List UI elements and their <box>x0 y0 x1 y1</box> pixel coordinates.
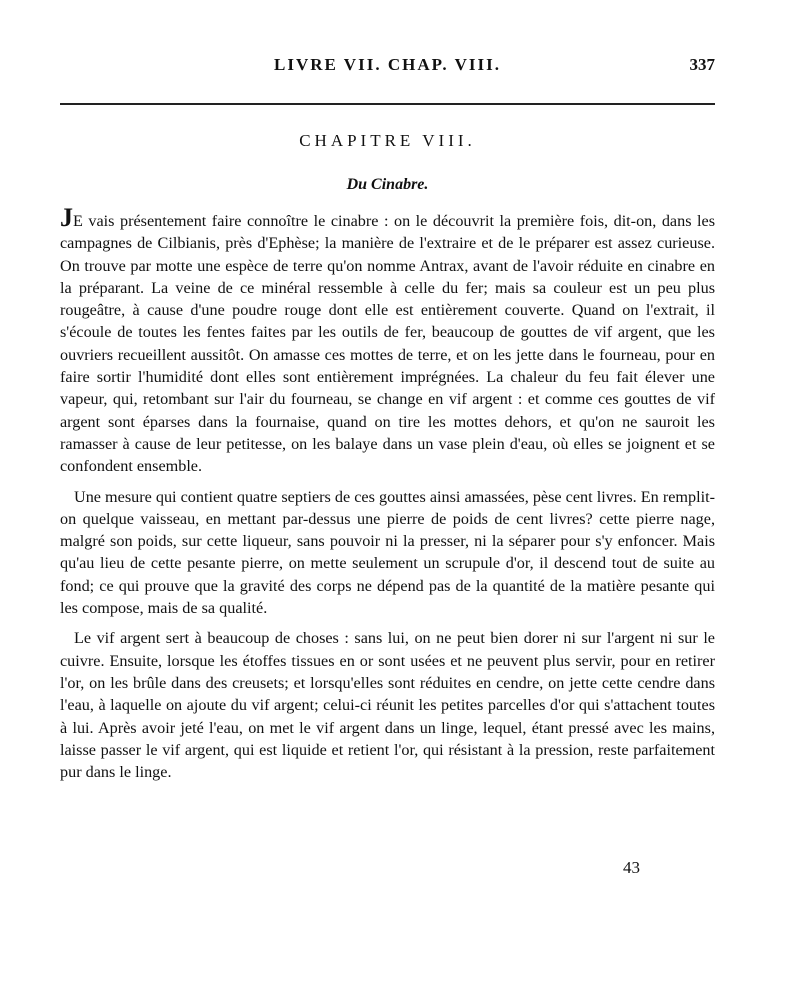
header-rule <box>60 103 715 105</box>
chapter-subtitle: Du Cinabre. <box>346 176 429 193</box>
chapter-title: CHAPITRE VIII. <box>299 131 476 150</box>
body-text <box>60 205 715 791</box>
page-number: 337 <box>689 55 715 74</box>
paragraph-1 <box>60 205 715 478</box>
paragraph-2: Une mesure qui contient quatre septiers de ces gouttes ainsi amassées, pèse cent livres. En remplit-on quelque vaisseau, en mettant par-dessus une pierre de poids de cent livres? cette pierre nage, malgré son poids, sur cette liqueur, sans pouvoir ni la presser, ni la séparer pour s'y enfoncer. Mais qu'au lieu de cette pesante pierre, on mette seulement un scrupule d'or, il descend tout de suite au fond; ce qui prouve que la gravité des corps ne dépend pas de la quantité de la matière pesante qui les compose, mais de sa qualité. <box>60 487 715 618</box>
running-title: LIVRE VII. CHAP. VIII. <box>274 55 501 74</box>
drop-cap: J <box>60 203 73 232</box>
paragraph-1-text: E vais présentement faire connoître le cinabre : on le découvrit la première fois, dit-on, dans les campagnes de Cilbianis, près d'Ephèse; la manière de l'extraire et de le préparer est assez curieuse. On trouve par motte une espèce de terre qu'on nomme Antrax, avant de l'avoir réduite en cinabre en la préparant. La veine de ce minéral ressemble à celle du fer; mais sa couleur est un peu plus rougeâtre, à cause d'une poudre rouge dont elle est entièrement couverte. Quand on l'extrait, il s'écoule de toutes les fentes faites par les outils de fer, beaucoup de gouttes de vif argent, que les ouvriers recueillent aussitôt. On amasse ces mottes de terre, et on les jette dans le fourneau, pour en faire sortir l'humidité dont elles sont entièrement imprégnées. La chaleur du feu fait élever une vapeur, qui, retombant sur l'air du fourneau, se change en vif argent : et comme ces gouttes de vif argent sont éparses dans la fournaise, quand on tire les mottes dehors, et qu'on ne sauroit les ramasser à cause de leur petitesse, on les balaye dans un vase plein d'eau, où elles se joignent et se confondent ensemble. <box>60 212 715 476</box>
running-head <box>60 55 715 85</box>
signature-mark: 43 <box>623 858 640 877</box>
paragraph-3: Le vif argent sert à beaucoup de choses : sans lui, on ne peut bien dorer ni sur l'argent ni sur le cuivre. Ensuite, lorsque les étoffes tissues en or sont usées et ne peuvent plus servir, pour en retirer l'or, on les brûle dans des creusets; et lorsqu'elles sont réduites en cendre, on jette cette cendre dans l'eau, à laquelle on ajoute du vif argent; celui-ci réunit les petites parcelles d'or qui s'attachent toutes à lui. Après avoir jeté l'eau, on met le vif argent dans un linge, lequel, étant pressé avec les mains, laisse passer le vif argent, qui est liquide et retient l'or, qui résistant à la pression, reste parfaitement pur dans le linge. <box>60 629 715 782</box>
